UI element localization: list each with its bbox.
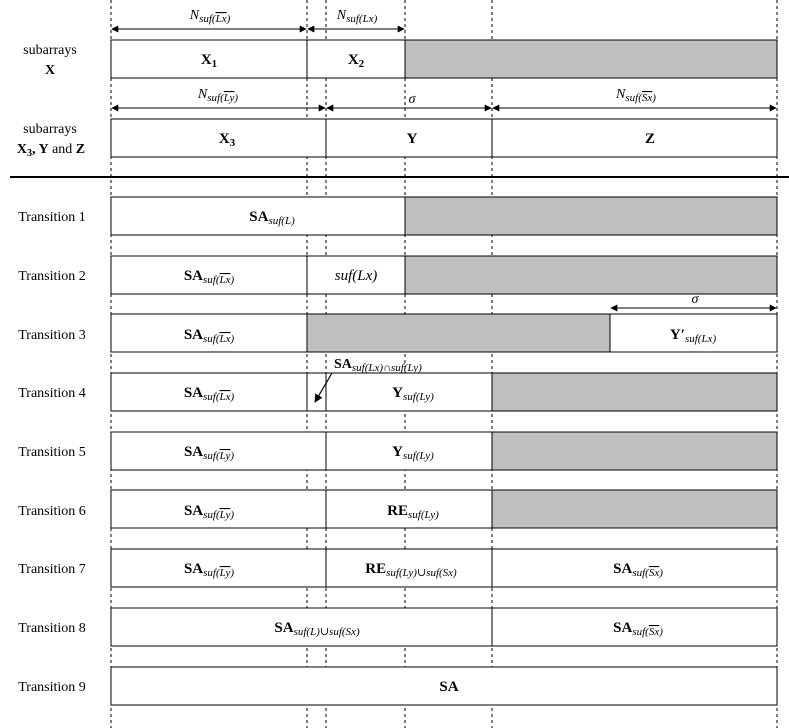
shaded-region <box>405 197 777 235</box>
transition-6 <box>18 490 777 528</box>
transition-5 <box>18 432 777 470</box>
row-label: subarrays <box>23 122 77 137</box>
transition-label: Transition 1 <box>18 210 86 225</box>
cell-label: $Y_{suf(Ly)}$ <box>392 444 434 462</box>
cell-label: $RE_{suf(Ly)\cup suf(Sx)}$ <box>365 561 457 579</box>
cell-label: $SA_{suf(L)}$ <box>249 209 295 227</box>
row-label: subarrays <box>23 43 77 58</box>
transition-label: Transition 9 <box>18 680 86 695</box>
dimension-label: $N_{suf(}Lx$) <box>189 8 231 25</box>
transition-label: Transition 5 <box>18 445 86 460</box>
cell-label: $SA_{suf(}Lx$) <box>183 268 235 286</box>
dimension-label: $N_{suf(}Sx$) <box>616 87 656 104</box>
cell-label: Z <box>644 131 656 147</box>
cell-label: $X_3$ <box>218 131 236 149</box>
transition-label: Transition 7 <box>18 562 86 577</box>
cell <box>307 373 326 411</box>
cell-label: $RE_{suf(Ly)}$ <box>387 503 439 521</box>
transition-label: Transition 6 <box>18 504 86 519</box>
cell-label: $X_2$ <box>347 52 365 70</box>
transition-label: Transition 3 <box>18 328 86 343</box>
transition-label: Transition 4 <box>18 386 86 401</box>
annotation-label: $SA_{suf(Lx)\cap suf(Ly)}$ <box>334 357 422 374</box>
transition-2 <box>18 256 777 294</box>
transition-1 <box>18 197 777 235</box>
shaded-region <box>307 314 610 352</box>
transition-7 <box>18 549 777 587</box>
shaded-region <box>492 490 777 528</box>
dimension-label: σ <box>408 92 416 107</box>
cell-label: $SA_{suf(}Sx$) <box>613 620 663 638</box>
cell-label: $SA_{suf(}Ly$) <box>183 561 235 579</box>
transition-4 <box>18 357 777 411</box>
cell-label: $SA_{suf(}Lx$) <box>183 385 235 403</box>
shaded-region <box>492 432 777 470</box>
transition-label: Transition 8 <box>18 621 86 636</box>
header-row-x <box>23 8 777 78</box>
transition-8 <box>18 608 777 646</box>
cell-label: $SA_{suf(}Ly$) <box>183 444 235 462</box>
cell-label: SA <box>439 679 459 695</box>
cell-label: $SA_{suf(}Lx$) <box>183 327 235 345</box>
cell-label: $SA_{suf(}Ly$) <box>183 503 235 521</box>
cell-z <box>492 119 777 157</box>
cell-label: Y <box>406 131 418 147</box>
row-label: $X_3$, Y and Z <box>16 142 86 159</box>
header-row-xyz <box>17 87 777 159</box>
shaded-region <box>405 40 777 78</box>
cell-label: $SA_{suf(}Sx$) <box>613 561 663 579</box>
transition-9 <box>18 667 777 705</box>
transition-3 <box>18 292 777 352</box>
dimension-label: $N_{suf(Lx)}$ <box>336 8 378 25</box>
cell-label: $X_1$ <box>200 52 218 70</box>
shaded-region <box>405 256 777 294</box>
cell-label: suf(Lx) <box>334 268 378 284</box>
row-label: X <box>44 63 56 78</box>
dimension-label: $N_{suf(}Ly$) <box>197 87 239 104</box>
transition-label: Transition 2 <box>18 269 86 284</box>
shaded-region <box>492 373 777 411</box>
cell-label: $Y'_{suf(Lx)}$ <box>669 327 717 345</box>
dimension-label: σ <box>691 292 699 307</box>
cell-label: $SA_{suf(L)\cup suf(Sx)}$ <box>274 620 360 638</box>
cell-label: $Y_{suf(Ly)}$ <box>392 385 434 403</box>
